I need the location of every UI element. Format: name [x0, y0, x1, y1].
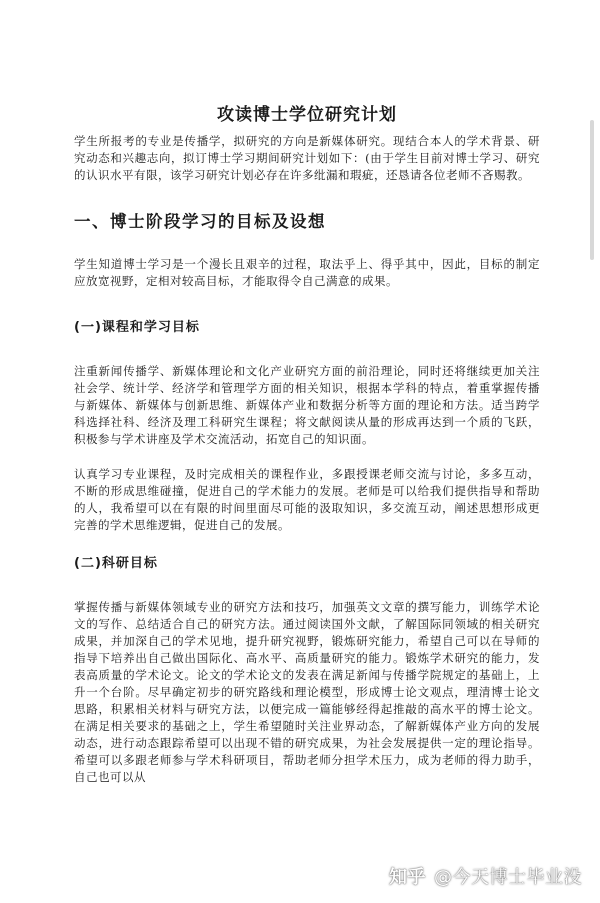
- research-paragraph: 掌握传播与新媒体领域专业的研究方法和技巧，加强英文文章的撰写能力，训练学术论文的写作、总结适合自己的研究方法。通过阅读国外文献，了解国际同领域的相关研究成果，并加深自己的学术见地，提升研究视野，锻炼研究能力，希望自己可以在导师的指导下培养出自己做出国际化、高水平、高质量研究的能力。锻炼学术研究的能力，发表高质量的学术论文。论文的学术论文的发表在满足新闻与传播学院规定的基础上，上升一个台阶。尽早确定初步的研究路线和理论模型，形成博士论文观点，理清博士论文思路，积累相关材料与研究方法，以便完成一篇能够经得起推敲的高水平的博士论文。在满足相关要求的基础之上，学生希望随时关注业界动态，了解新媒体产业方向的发展动态，进行动态跟踪希望可以出现不错的研究成果，为社会发展提供一定的理论指导。希望可以多跟老师参与学术科研项目，帮助老师分担学术压力，成为老师的得力助手，自己也可以从: [74, 600, 540, 784]
- section-heading-goals: 一、博士阶段学习的目标及设想: [74, 212, 326, 231]
- document-page: [74, 100, 540, 786]
- zhihu-logo: 知乎: [389, 867, 426, 888]
- courses-paragraph-2: 认真学习专业课程，及时完成相关的课程作业，多跟授课老师交流与讨论，多多互动，不断的形成思维碰撞，促进自己的学术能力的发展。老师是可以给我们提供指导和帮助的人，我希望可以在有限的时间里面尽可能的汲取知识，多交流互动，阐述思想形成更完善的学术思维逻辑，促进自己的发展。: [74, 467, 540, 532]
- subsection-heading-courses: (一)课程和学习目标: [74, 320, 200, 335]
- scrollbar[interactable]: [590, 120, 594, 260]
- watermark-author: @今天博士毕业没: [434, 867, 582, 888]
- subsection-heading-research: (二)科研目标: [74, 556, 158, 571]
- document-title: 攻读博士学位研究计划: [217, 105, 397, 125]
- watermark: [389, 863, 582, 889]
- courses-paragraph-1: 注重新闻传播学、新媒体理论和文化产业研究方面的前沿理论，同时还将继续更加关注社会学、统计学、经济学和管理学方面的相关知识，根据本学科的特点，着重掌握传播与新媒体、新媒体与创新思维、新媒体产业和数据分析等方面的理论和方法。适当跨学科选择社科、经济及理工科研究生课程；将文献阅读从量的形成再达到一个质的飞跃，积极参与学术讲座及学术交流活动，拓宽自己的知识面。: [74, 364, 540, 446]
- section-goals-paragraph: 学生知道博士学习是一个漫长且艰辛的过程，取法乎上、得乎其中，因此，目标的制定应放宽视野，定相对较高目标，才能取得令自己满意的成果。: [74, 257, 540, 288]
- intro-paragraph: 学生所报考的专业是传播学，拟研究的方向是新媒体研究。现结合本人的学术背景、研究动态和兴趣志向，拟订博士学习期间研究计划如下：(由于学生目前对博士学习、研究的认识水平有限，该学习研究计划必存在许多纰漏和瑕疵，还恳请各位老师不吝赐教。: [74, 134, 540, 182]
